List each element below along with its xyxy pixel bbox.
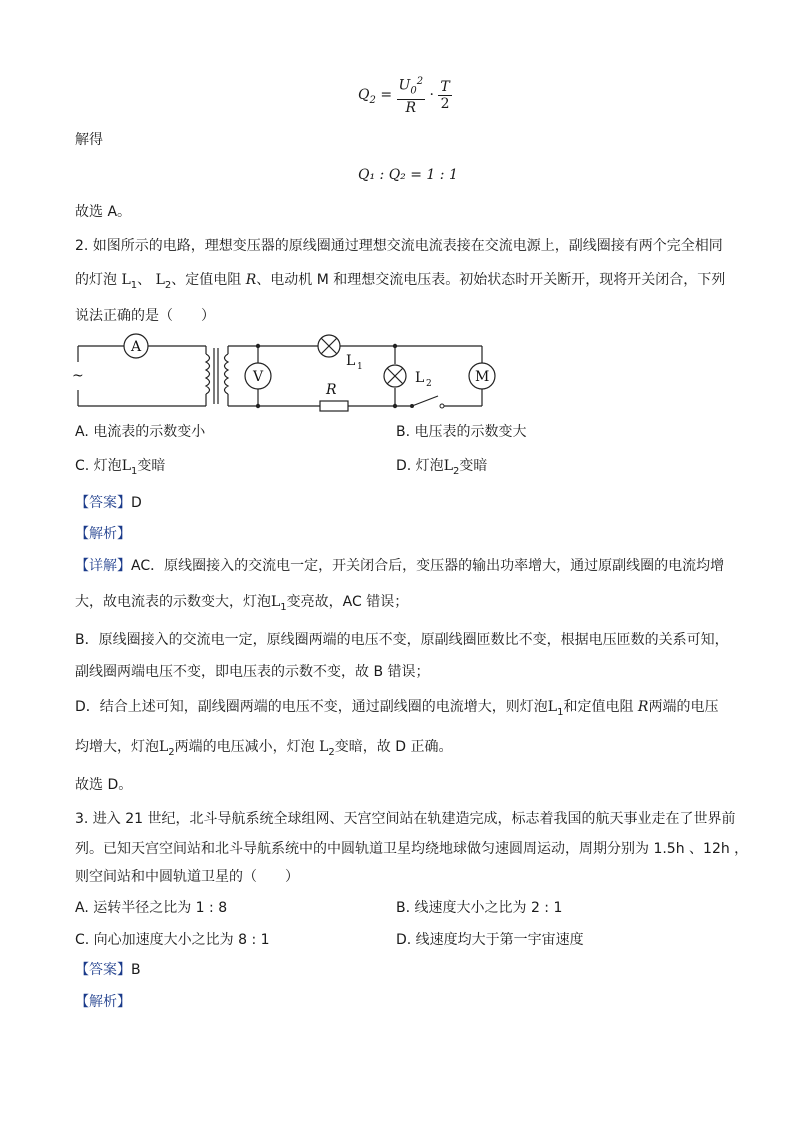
fraction-t-over-2: $\frac{T}{2}$ [440, 78, 450, 112]
q2-option-a[interactable]: A. 电流表的示数变小 [75, 424, 206, 440]
circuit-diagram [70, 332, 510, 417]
q3-option-a[interactable]: A. 运转半径之比为 1 : 8 [75, 900, 228, 916]
q2-detail-d-line2: 均增大，灯泡$L_2$两端的电压减小，灯泡 $L_2$变暗，故 D 正确。 [75, 739, 453, 758]
lamp2-sub: 2 [426, 379, 432, 389]
q2-detail-d-line1: D．结合上述可知，副线圈两端的电压不变，通过副线圈的电流增大，则灯泡$L_1$和定值电阻 R两端的电压 [75, 699, 719, 718]
q2-option-d[interactable]: D. 灯泡$L_2$变暗 [396, 458, 488, 477]
q3-stem-line3: 则空间站和中圆轨道卫星的（ ） [75, 869, 299, 885]
q2-stem-line3: 说法正确的是（ ） [75, 308, 215, 324]
q3-option-d[interactable]: D. 线速度均大于第一宇宙速度 [396, 932, 584, 948]
fraction-u0-squared-over-r: $\frac{U_0^2}{R}$ [398, 76, 424, 117]
primary-coil [206, 354, 210, 394]
jiede-text: 解得 [75, 132, 103, 148]
q2-detail-ac-line2: 大，故电流表的示数变大，灯泡$L_1$变亮故，AC 错误； [75, 594, 409, 613]
switch [412, 396, 438, 406]
q2-detail-b-line1: B．原线圈接入的交流电一定，原线圈两端的电压不变，原副线圈匝数比不变，根据电压匝数的关系可知， [75, 632, 729, 648]
prev-conclusion: 故选 A。 [75, 204, 132, 220]
q3-stem-line2: 列。已知天宫空间站和北斗导航系统中的中圆轨道卫星均绕地球做匀速圆周运动，周期分别为 1.5h 、12h ， [75, 841, 749, 857]
q3-stem-line1: 3. 进入 21 世纪，北斗导航系统全球组网、天宫空间站在轨建造完成，标志着我国的航天事业走在了世界前 [75, 811, 736, 827]
equation-q2-heat: $Q_2$ = $\frac{U_0^2}{R}$ · $\frac{T}{2}$ [358, 76, 450, 117]
resistor-label: R [326, 382, 337, 398]
q2-detail-ac-line1: 【详解】AC．原线圈接入的交流电一定，开关闭合后，变压器的输出功率增大，通过原副线圈的电流均增 [75, 558, 725, 574]
lamp2-label: L [415, 370, 425, 386]
lamp1-sub: 1 [357, 362, 363, 372]
ratio-equation: Q₁ : Q₂ = 1 : 1 [358, 167, 458, 183]
q2-detail-b-line2: 副线圈两端电压不变，即电压表的示数不变，故 B 错误； [75, 664, 430, 680]
q2-conclusion: 故选 D。 [75, 777, 133, 793]
lamp1-label: L [346, 353, 356, 369]
voltmeter-label: V [253, 369, 264, 385]
q2-option-b[interactable]: B. 电压表的示数变大 [396, 424, 527, 440]
q2-analysis-tag: 【解析】 [75, 526, 131, 542]
ammeter-label: A [131, 339, 142, 355]
q2-option-c[interactable]: C. 灯泡$L_1$变暗 [75, 458, 166, 477]
secondary-coil [225, 354, 229, 394]
q3-analysis-tag: 【解析】 [75, 994, 131, 1010]
ac-source-symbol: ~ [72, 368, 84, 384]
q2-answer: 【答案】D [75, 495, 142, 511]
q3-option-c[interactable]: C. 向心加速度大小之比为 8 : 1 [75, 932, 270, 948]
q2-stem-line1: 2. 如图所示的电路，理想变压器的原线圈通过理想交流电流表接在交流电源上，副线圈接有两个完全相同 [75, 238, 723, 254]
motor-label: M [475, 369, 490, 385]
q2-stem-line2: 的灯泡 $L_1$、 $L_2$、定值电阻 R、电动机 M 和理想交流电压表。初始状态时开关断开，现将开关闭合，下列 [75, 272, 726, 291]
q3-option-b[interactable]: B. 线速度大小之比为 2 : 1 [396, 900, 563, 916]
q3-answer: 【答案】B [75, 962, 141, 978]
resistor-r [320, 401, 348, 411]
